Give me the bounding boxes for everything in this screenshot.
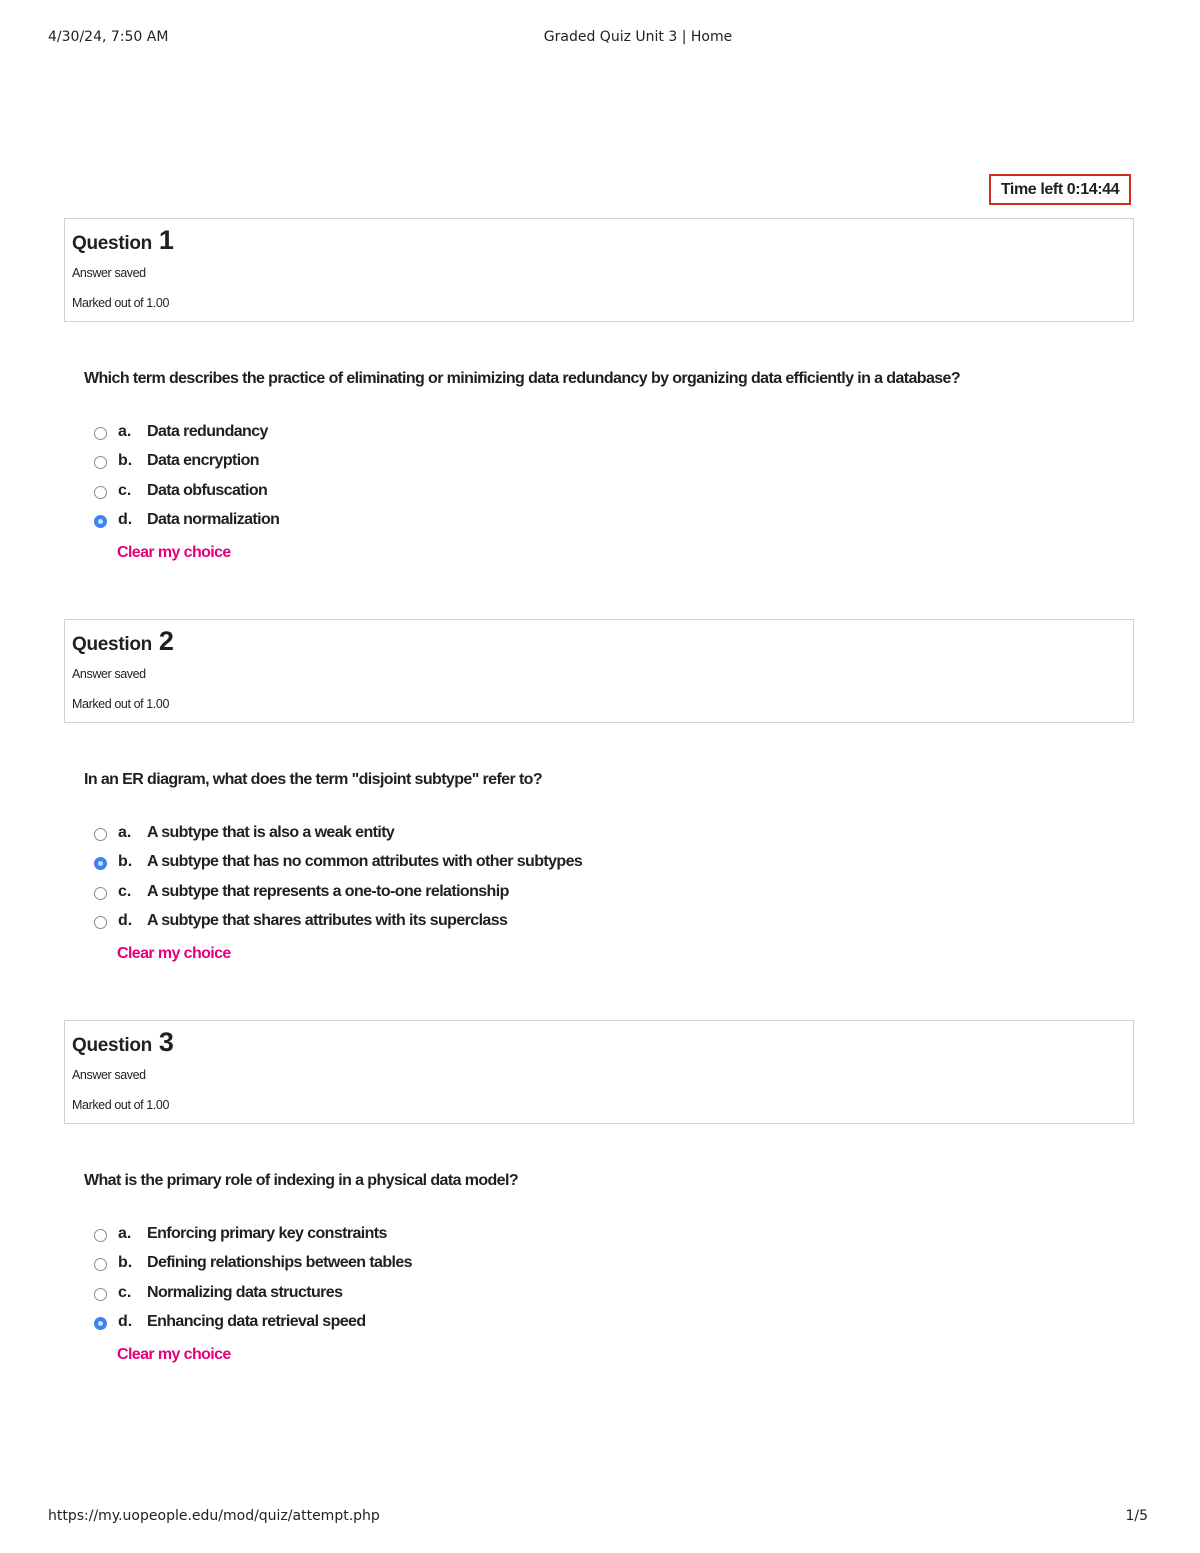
radio-button[interactable] [94,456,107,469]
question-state: Answer saved [72,1068,146,1082]
radio-button-selected[interactable] [94,515,107,528]
question-title: Question 1 [72,225,174,255]
option-label[interactable]: Data normalization [147,510,280,528]
radio-button[interactable] [94,887,107,900]
question-state: Answer saved [72,667,146,681]
print-page-title: Graded Quiz Unit 3 | Home [543,29,733,45]
radio-button[interactable] [94,1288,107,1301]
print-page-number: 1/5 [1125,1508,1148,1524]
option-letter: c. [118,1283,132,1301]
radio-button[interactable] [94,1258,107,1271]
option-letter: b. [118,853,133,871]
option-label[interactable]: Data redundancy [147,423,268,440]
radio-button[interactable] [94,1229,107,1242]
question-info-2 [64,619,1134,723]
radio-button-selected[interactable] [94,1317,107,1330]
question-number: 1 [158,225,174,255]
option-letter: b. [118,452,133,470]
question-info-3 [64,1020,1134,1124]
print-header [48,29,1148,47]
option-letter: d. [118,911,133,929]
option-label[interactable]: Normalizing data structures [147,1283,343,1301]
question-grade: Marked out of 1.00 [72,296,170,310]
radio-button-selected[interactable] [94,857,107,870]
option-letter: a. [118,1225,132,1242]
question-info-1 [64,218,1134,322]
radio-button[interactable] [94,916,107,929]
clear-choice-link-1[interactable]: Clear my choice [117,544,231,561]
option-label[interactable]: Enhancing data retrieval speed [147,1312,366,1330]
option-letter: b. [118,1254,133,1272]
option-label[interactable]: Enforcing primary key constraints [147,1225,387,1242]
print-footer [48,1508,1148,1526]
question-grade: Marked out of 1.00 [72,1098,170,1112]
option-label[interactable]: Data encryption [147,452,259,470]
option-label[interactable]: A subtype that represents a one-to-one relationship [147,882,509,900]
option-letter: d. [118,1312,133,1330]
option-letter: c. [118,882,132,900]
quiz-timer: Time left 0:14:44 [989,174,1131,205]
clear-choice-link-3[interactable]: Clear my choice [117,1346,231,1363]
print-url: https://my.uopeople.edu/mod/quiz/attempt.php [48,1508,380,1524]
option-label[interactable]: Defining relationships between tables [147,1254,412,1272]
question-text-1: Which term describes the practice of eliminating or minimizing data redundancy by organizing data efficiently in a database? [84,370,961,387]
clear-choice-link-2[interactable]: Clear my choice [117,945,231,962]
option-label[interactable]: A subtype that shares attributes with its superclass [147,911,508,929]
question-number: 2 [158,626,174,656]
option-letter: c. [118,481,132,499]
question-grade: Marked out of 1.00 [72,697,170,711]
question-text-2: In an ER diagram, what does the term "disjoint subtype" refer to? [84,771,543,788]
option-letter: a. [118,423,132,440]
question-title: Question 3 [72,1027,174,1057]
print-datetime: 4/30/24, 7:50 AM [48,29,169,45]
question-title: Question 2 [72,626,174,656]
radio-button[interactable] [94,828,107,841]
question-number: 3 [158,1027,174,1057]
option-label[interactable]: A subtype that is also a weak entity [147,824,395,841]
radio-button[interactable] [94,486,107,499]
option-label[interactable]: Data obfuscation [147,481,268,499]
option-label[interactable]: A subtype that has no common attributes with other subtypes [147,853,583,871]
option-letter: d. [118,510,133,528]
question-state: Answer saved [72,266,146,280]
radio-button[interactable] [94,427,107,440]
question-text-3: What is the primary role of indexing in a physical data model? [84,1172,519,1189]
option-letter: a. [118,824,132,841]
